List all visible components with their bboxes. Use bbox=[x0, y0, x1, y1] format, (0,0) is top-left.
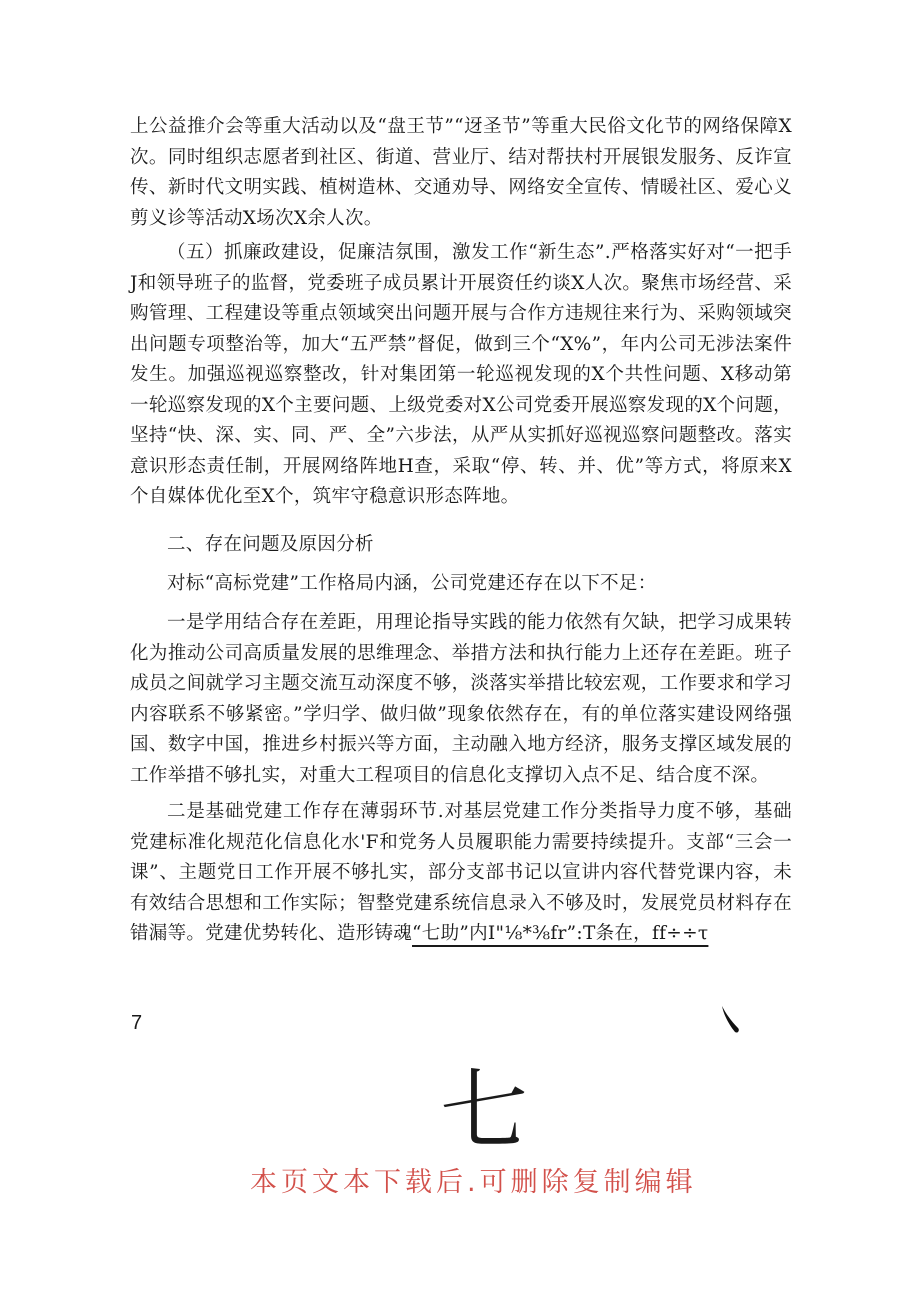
page-number: 7 bbox=[131, 1012, 143, 1034]
paragraph-grassroots-weakness bbox=[130, 797, 792, 950]
paragraph-volunteer-activities: 上公益推介会等重大活动以及“盘王节”“迓圣节”等重大民俗文化节的网络保障X次。同时组织志愿者到社区、街道、营业厅、结对帮扶村开展银发服务、反诈宣传、新时代文明实践、植树造林、交通劝导、网络安全宣传、情暖社区、爱心义剪义诊等活动X场次X余人次。 bbox=[130, 116, 792, 229]
ink-stroke-mark bbox=[708, 1002, 748, 1040]
download-edit-note: 本页文本下载后.可删除复制编辑 bbox=[250, 1167, 697, 1198]
section-heading-problems: 二、存在问题及原因分析 bbox=[167, 534, 374, 555]
paragraph-grassroots-text: 二是基础党建工作存在薄弱环节.对基层党建工作分类指导力度不够，基础党建标准化规范化信息化水'F和党务人员履职能力需要持续提升。支部“三会一课”、主题党日工作开展不够扎实，部分支部书记以宣讲内容代替党课内容，未有效结合思想和工作实际；智整党建系统信息录入不够及时，发展党员材料存在错漏等。党建优势转化、造形铸魂 bbox=[130, 801, 792, 944]
large-glyph: 七 bbox=[440, 1059, 529, 1162]
garbled-underlined-text: “七助”内I"⅛*⅜fr”:T条在，ff÷÷τ bbox=[412, 923, 709, 944]
paragraph-shortcomings-intro: 对标“高标党建”工作格局内涵，公司党建还存在以下不足： bbox=[167, 573, 657, 594]
paragraph-integrity-building: （五）抓廉政建设，促廉洁氛围，激发工作“新生态”.严格落实好对“一把手J和领导班子的监督，党委班子成员累计开展资任约谈X人次。聚焦市场经营、采购管理、工程建设等重点领域突出问题开展与合作方违规往来行为、采购领域突出问题专项整治等，加大“五严禁”督促，做到三个“X%”，年内公司无涉法案件发生。加强巡视巡察整改，针对集团第一轮巡视发现的X个共性问题、X移动第一轮巡察发现的X个主要问题、上级党委对X公司党委开展巡察发现的X个问题，坚持“快、深、实、同、严、全”六步法，从严从实抓好巡视巡察问题整改。落实意识形态责任制，开展网络阵地H查，采取“停、转、并、优”等方式，将原来X个自媒体优化至X个，筑牢守稳意识形态阵地。 bbox=[130, 242, 792, 507]
paragraph-learning-gap: 一是学用结合存在差距，用理论指导实践的能力依然有欠缺，把学习成果转化为推动公司高质量发展的思维理念、举措方法和执行能力上还存在差距。班子成员之间就学习主题交流互动深度不够，淡落实举措比较宏观，工作要求和学习内容联系不够紧密。”学归学、做归做”现象依然存在，有的单位落实建设网络强国、数字中国，推进乡村振兴等方面，主动融入地方经济，服务支撑区域发展的工作举措不够扎实，对重大工程项目的信息化支撑切入点不足、结合度不深。 bbox=[130, 612, 792, 786]
